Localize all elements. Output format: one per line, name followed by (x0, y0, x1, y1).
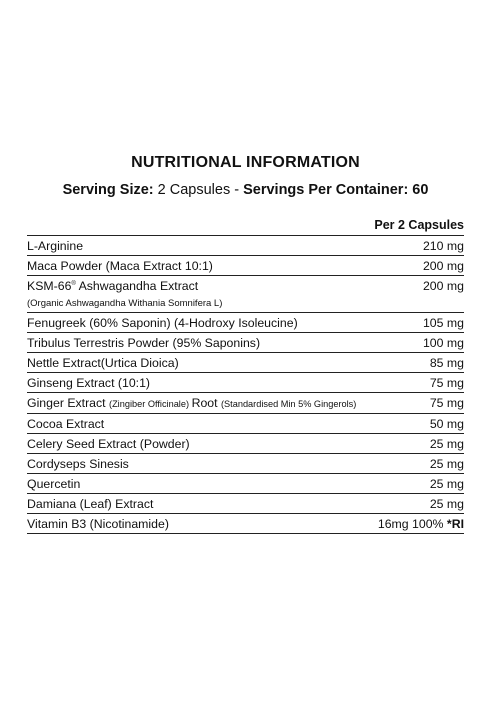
ingredient-name: Celery Seed Extract (Powder) (27, 436, 190, 451)
ingredient-name (27, 394, 426, 414)
table-row (27, 313, 464, 333)
serving-size-label: Serving Size: (62, 182, 154, 198)
ingredient-name: Tribulus Terrestris Powder (95% Saponins) (27, 335, 261, 350)
ingredient-name (27, 277, 419, 313)
column-header: Per 2 Capsules (27, 216, 464, 236)
ingredient-amount: 210 mg (422, 238, 464, 253)
table-row (27, 373, 464, 393)
table-row (27, 276, 464, 313)
ingredient-amount: 100 mg (422, 335, 464, 350)
ingredient-amount: 200 mg (422, 278, 464, 293)
ingredient-amount: 105 mg (422, 315, 464, 330)
ingredient-name: Nettle Extract(Urtica Dioica) (27, 355, 179, 370)
ingredient-amount: 25 mg (429, 496, 464, 511)
ingredient-name-main: KSM-66 (27, 278, 72, 293)
table-row (27, 256, 464, 276)
table-row (27, 353, 464, 373)
table-row (27, 414, 464, 434)
ingredient-amount: 50 mg (429, 416, 464, 431)
registered-mark: ® (71, 280, 76, 287)
ingredient-amount: 85 mg (429, 355, 464, 370)
ingredient-name-latin: (Zingiber Officinale) (109, 398, 192, 409)
ingredient-amount: 75 mg (429, 375, 464, 390)
ingredient-name: Quercetin (27, 476, 81, 491)
ingredient-amount-value: 16mg 100% (377, 516, 447, 531)
ingredient-name: Ginseng Extract (10:1) (27, 375, 151, 390)
ingredient-name: Cocoa Extract (27, 416, 105, 431)
ri-marker: *RI (446, 516, 464, 531)
table-row (27, 514, 464, 534)
ingredient-table (27, 236, 464, 534)
table-row (27, 236, 464, 256)
ingredient-name-rest: Ashwagandha Extract (75, 278, 199, 293)
ingredient-name: Cordyseps Sinesis (27, 456, 129, 471)
ingredient-name-main: Ginger Extract (27, 395, 110, 410)
table-row (27, 494, 464, 514)
ingredient-amount (374, 515, 464, 534)
ingredient-name: Fenugreek (60% Saponin) (4-Hodroxy Isoleucine) (27, 315, 298, 330)
nutrition-panel (27, 152, 464, 534)
ingredient-name: L-Arginine (27, 238, 84, 253)
serving-info (27, 180, 464, 200)
panel-title: NUTRITIONAL INFORMATION (131, 154, 360, 171)
ingredient-amount: 25 mg (429, 456, 464, 471)
ingredient-name: Damiana (Leaf) Extract (27, 496, 154, 511)
ingredient-name: Maca Powder (Maca Extract 10:1) (27, 258, 213, 273)
ingredient-subtext: (Organic Ashwagandha Withania Somnifera L) (27, 298, 223, 309)
ingredient-name-rest: Root (191, 395, 221, 410)
ingredient-amount: 25 mg (429, 436, 464, 451)
servings-per-container: Servings Per Container: 60 (243, 182, 429, 198)
ingredient-amount: 200 mg (422, 258, 464, 273)
table-row (27, 434, 464, 454)
ingredient-amount: 75 mg (429, 395, 464, 410)
ingredient-standardisation: (Standardised Min 5% Gingerols) (220, 398, 357, 409)
table-row (27, 333, 464, 353)
table-row (27, 454, 464, 474)
table-row (27, 474, 464, 494)
serving-size-value: 2 Capsules - (153, 182, 244, 198)
ingredient-amount: 25 mg (429, 476, 464, 491)
ingredient-name: Vitamin B3 (Nicotinamide) (27, 516, 169, 531)
table-row (27, 393, 464, 414)
